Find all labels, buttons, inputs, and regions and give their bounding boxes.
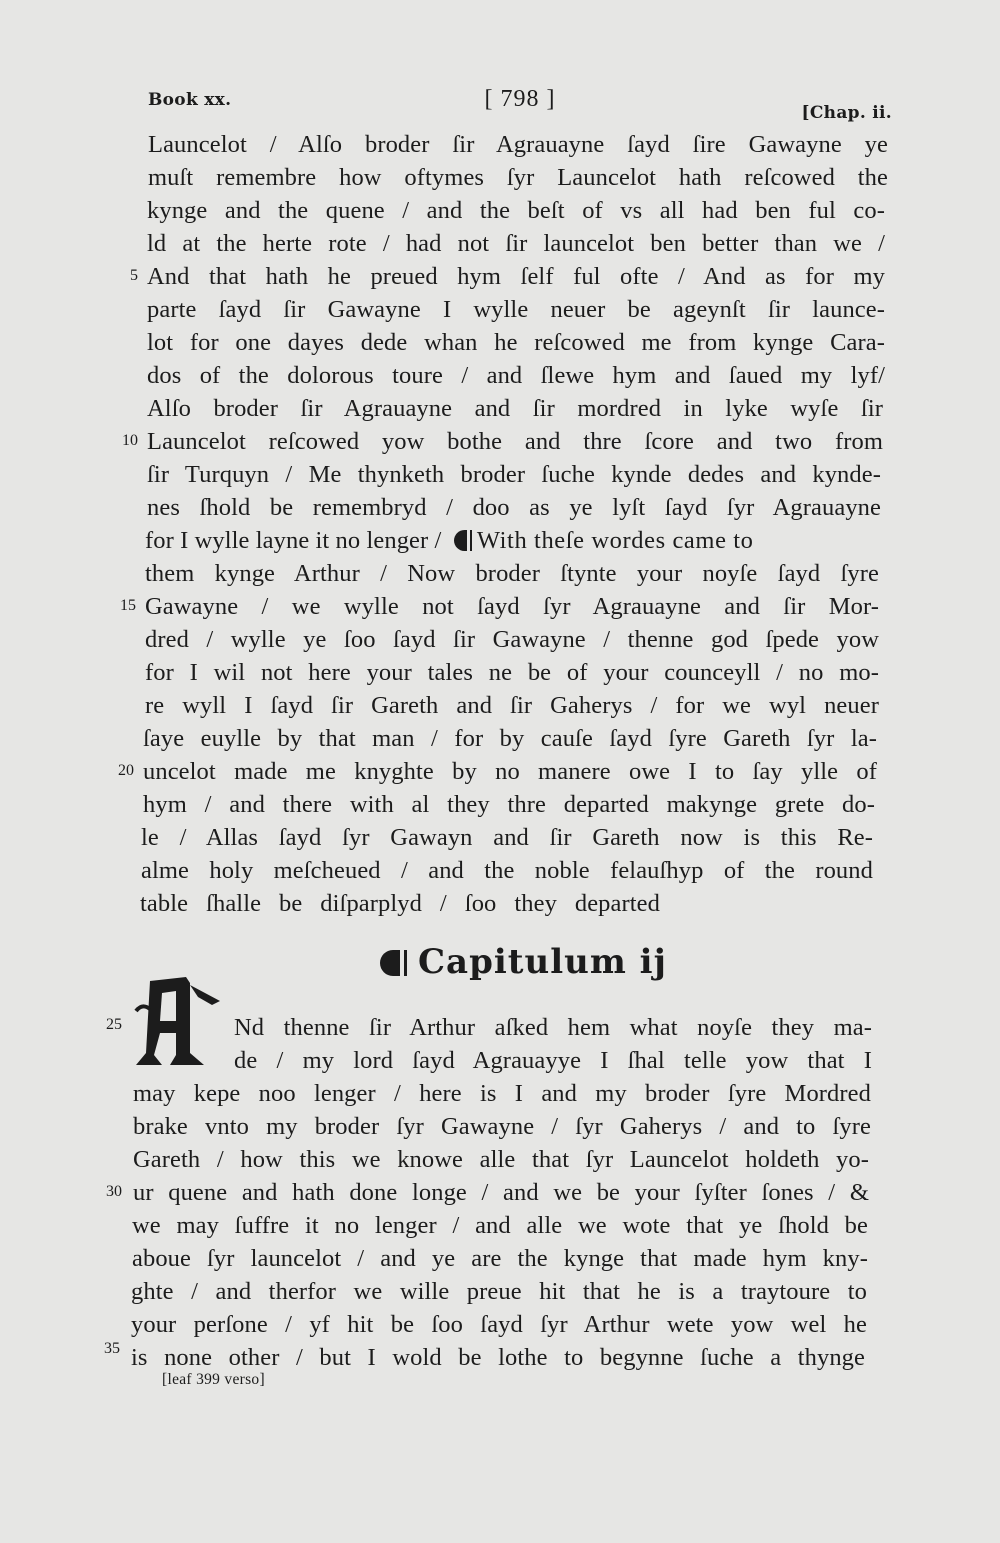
text-line: table ſhalle be diſparplyd / ſoo they departed [140,890,660,917]
text-line: de / my lord ſayd Agrauayye I ſhal telle yow that I [234,1047,872,1074]
text-line: Nd thenne ſir Arthur aſked hem what noyſe they ma- [234,1014,872,1041]
text-line: aboue ſyr launcelot / and ye are the kynge that made hym kny- [132,1245,868,1272]
text-line: Alſo broder ſir Agrauayne and ſir mordred in lyke wyſe ſir [147,395,883,422]
text-line: le / Allas ſayd ſyr Gawayn and ſir Gareth now is this Re- [141,824,873,851]
line-number: 10 [122,432,138,449]
running-head-book: Book xx. [148,90,232,110]
chapter-heading-text: Capitulum ij [418,942,667,982]
text-line: hym / and there with al they thre departed makynge grete do- [143,791,875,818]
text-line: parte ſayd ſir Gawayne I wylle neuer be ageynſt ſir launce- [147,296,885,323]
running-head-chapter: [Chap. ii. [801,103,892,123]
pilcrow-icon [454,530,467,551]
text-line: your perſone / yf hit be ſoo ſayd ſyr Arthur wete yow wel he [131,1311,867,1338]
text-fragment: for I wylle layne it no lenger / [145,527,442,554]
text-line: nes ſhold be remembryd / doo as ye lyſt ſayd ſyr Agrauayne [147,494,881,521]
line-number: 5 [130,267,138,284]
text-line: muſt remembre how oftymes ſyr Launcelot hath reſcowed the [148,164,888,191]
text-line: for I wil not here your tales ne be of your counceyll / no mo- [145,659,879,686]
text-line: ghte / and therfor we wille preue hit that he is a traytoure to [131,1278,867,1305]
text-line: may kepe noo lenger / here is I and my broder ſyre Mordred [133,1080,871,1107]
text-line: lot for one dayes dede whan he reſcowed me from kynge Cara- [147,329,885,356]
text-line: ur quene and hath done longe / and we be your ſyſter ſones / & [133,1179,869,1206]
text-line: alme holy meſcheued / and the noble felauſhyp of the round [141,857,873,884]
text-line: Launcelot / Alſo broder ſir Agrauayne ſayd ſire Gawayne ye [148,131,888,158]
text-line [145,526,879,556]
text-line: is none other / but I wold be lothe to begynne ſuche a thynge [131,1344,865,1371]
text-line: uncelot made me knyghte by no manere owe I to ſay ylle of [143,758,877,785]
text-line: ſaye euylle by that man / for by cauſe ſayd ſyre Gareth ſyr la- [143,725,877,752]
line-number: 25 [106,1016,122,1033]
marginal-note: [leaf 399 verso] [162,1371,265,1388]
line-number: 15 [120,597,136,614]
text-line: ld at the herte rote / had not ſir launcelot ben better than we / [147,230,885,257]
chapter-heading [380,942,700,982]
line-number: 30 [106,1183,122,1200]
text-line: brake vnto my broder ſyr Gawayne / ſyr Gaherys / and to ſyre [133,1113,871,1140]
line-number: 20 [118,762,134,779]
text-line: And that hath he preued hym ſelf ful ofte / And as for my [147,263,885,290]
text-line: we may ſuffre it no lenger / and alle we wote that ye ſhold be [132,1212,868,1239]
line-number: 35 [104,1340,120,1357]
text-fragment: With theſe wordes came to [476,527,754,554]
page-number: [ 798 ] [484,86,556,112]
text-line: ſir Turquyn / Me thynketh broder ſuche kynde dedes and kynde- [147,461,881,488]
text-line: dred / wylle ye ſoo ſayd ſir Gawayne / thenne god ſpede yow [145,626,879,653]
text-line: Launcelot reſcowed yow bothe and thre ſcore and two from [147,428,883,455]
text-line: dos of the dolorous toure / and ſlewe hym and ſaued my lyf/ [147,362,885,389]
text-line: re wyll I ſayd ſir Gareth and ſir Gaherys / for we wyl neuer [145,692,879,719]
text-line: Gawayne / we wylle not ſayd ſyr Agrauayne and ſir Mor- [145,593,879,620]
text-line: them kynge Arthur / Now broder ſtynte your noyſe ſayd ſyre [145,560,879,587]
pilcrow-icon [380,950,400,976]
text-line: kynge and the quene / and the beſt of vs all had ben ful co- [147,197,885,224]
text-line: Gareth / how this we knowe alle that ſyr Launcelot holdeth yo- [133,1146,869,1173]
dropcap-a-icon [132,975,232,1067]
